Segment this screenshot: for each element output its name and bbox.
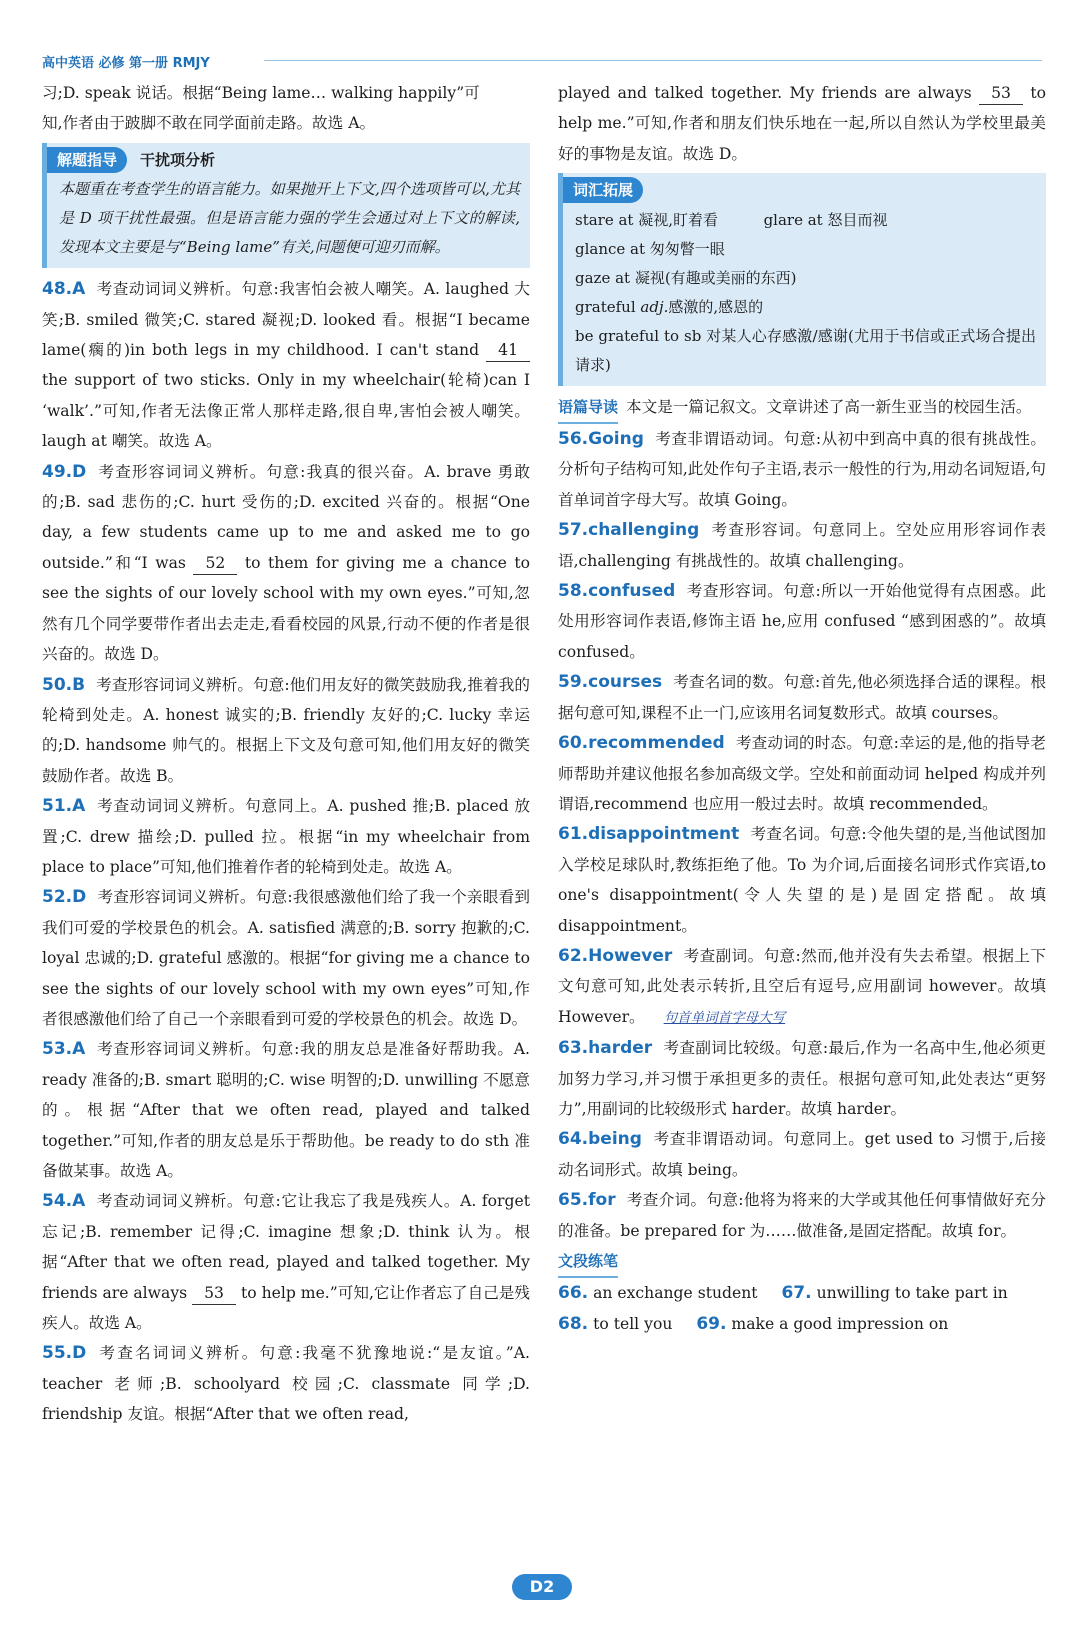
item-answer: However: [588, 945, 673, 966]
item-answer: being: [588, 1129, 642, 1150]
item-number: 48.: [42, 279, 73, 300]
item-answer: A: [72, 1039, 86, 1060]
item-number: 53.: [42, 1039, 73, 1060]
item-number: 49.: [42, 461, 73, 482]
blank-number: 52: [193, 552, 237, 575]
item-number: 50.: [42, 674, 73, 695]
item-answer: A: [72, 1191, 86, 1212]
item-answer: courses: [588, 672, 663, 693]
vocab-entry: stare at 凝视,盯着看: [575, 210, 718, 229]
item-text: 考查动词的时态。句意:幸运的是,他的指导老师帮助并建议他报名参加高级文学。空处和前面动词 helped 构成并列谓语,recommend 也应用一般过去时。故填 recommended。: [558, 734, 1046, 813]
item-number: 55.: [42, 1343, 73, 1364]
answer-item: [42, 791, 530, 882]
page-number: D2: [512, 1574, 572, 1600]
vocab-row: be grateful to sb 对某人心存感激/感谢(尤用于书信或正式场合提出请求): [575, 326, 1036, 374]
vocab-word: grateful: [575, 297, 636, 316]
item-number: 62.: [558, 945, 589, 966]
item-text-cont: the support of two sticks. Only in my wheelchair(轮椅)can I ‘walk’.”可知,作者无法像正常人那样走路,很自卑,害怕会被人嘲笑。laugh at 嘲笑。故选 A。: [42, 371, 530, 451]
vocab-row: [575, 293, 1036, 322]
vocab-entry: glare at 怒目而视: [763, 210, 888, 229]
handwritten-note: 句首单词首字母大写: [663, 1009, 786, 1026]
item-answer: challenging: [588, 520, 700, 541]
item-answer: D: [72, 1343, 87, 1364]
item-answer: D: [72, 887, 87, 908]
item-number: 57.: [558, 520, 589, 541]
item-number: 54.: [42, 1191, 73, 1212]
item-number: 51.: [42, 796, 73, 817]
item-answer: A: [72, 279, 86, 300]
continued-text: [558, 78, 1046, 169]
item-text: 考查副词比较级。句意:最后,作为一名高中生,他必须更加努力学习,并习惯于承担更多的责任。根据句意可知,此处表达“更努力”,用副词的比较级形式 harder。故填 harder。: [558, 1039, 1046, 1118]
item-number: 58.: [558, 581, 589, 602]
item-number: 56.: [558, 429, 589, 450]
intro-line: 习;D. speak 说话。根据“Being lame… walking happily”可: [42, 84, 480, 102]
practice-row: [558, 1278, 1046, 1308]
answer-item: [558, 728, 1046, 819]
item-text: 考查形容词词义辨析。句意:我真的很兴奋。A. brave 勇敢的;B. sad 悲伤的;C. hurt 受伤的;D. excited 兴奋的。根据“One day, a few students came up to me and asked me to go outside.”和“I was: [42, 462, 530, 572]
item-answer: B: [72, 674, 86, 695]
practice-answer: make a good impression on: [731, 1314, 949, 1333]
intro-line: 知,作者由于跛脚不敢在同学面前走路。故选 A。: [42, 114, 376, 133]
cont-text-2: to help me.”可知,作者和朋友们快乐地在一起,所以自然认为学校里最美好的事物是友谊。故选 D。: [558, 84, 1046, 163]
item-text: 考查介词。句意:他将为将来的大学或其他任何事情做好充分的准备。be prepared for 为……做准备,是固定搭配。故填 for。: [558, 1191, 1046, 1240]
item-text: 考查名词词义辨析。句意:我毫不犹豫地说:“是友谊。”A. teacher 老师;B. schoolyard 校园;C. classmate 同学;D. friendship 友谊。根据“After that we often read,: [42, 1344, 530, 1424]
item-number: 63.: [558, 1038, 589, 1059]
answer-item: [42, 670, 530, 792]
item-text: 考查形容词词义辨析。句意:我的朋友总是准备好帮助我。A. ready 准备的;B. smart 聪明的;C. wise 明智的;D. unwilling 不愿意的。根据“After that we often read, played and talked together.”可知,作者的朋友总是乐于帮助他。be ready to do sth 准备做某事。故选 A。: [42, 1040, 530, 1180]
answer-item: [42, 1034, 530, 1186]
answer-item: [558, 667, 1046, 728]
item-number: 65.: [558, 1190, 589, 1211]
item-answer: Going: [588, 429, 644, 450]
vocab-def: 感激的,感恩的: [668, 297, 764, 316]
item-text: 考查名词。句意:令他失望的是,当他试图加入学校足球队时,教练拒绝了他。To 为介词,后面接名词形式作宾语,to one's disappointment(令人失望的是)是固定搭配。故填 disappointment。: [558, 825, 1046, 935]
item-text: 考查非谓语动词。句意同上。get used to 习惯于,后接动名词形式。故填 being。: [558, 1130, 1046, 1179]
guide-text: 本文是一篇记叙文。文章讲述了高一新生亚当的校园生活。: [626, 397, 1032, 416]
vocab-row: [575, 206, 1036, 235]
item-number: 68.: [558, 1313, 589, 1334]
practice-section: [558, 1246, 1046, 1278]
cont-text: played and talked together. My friends are always: [558, 84, 972, 102]
practice-tag: 文段练笔: [558, 1246, 618, 1278]
item-text: 考查形容词。句意同上。空处应用形容词作表语,challenging 有挑战性的。故填 challenging。: [558, 521, 1046, 570]
item-number: 69.: [696, 1313, 727, 1334]
item-number: 59.: [558, 672, 589, 693]
practice-row: [558, 1309, 1046, 1339]
item-answer: recommended: [588, 733, 725, 754]
item-number: 60.: [558, 733, 589, 754]
item-text-cont: to help me.”可知,它让作者忘了自己是残疾人。故选 A。: [42, 1283, 530, 1333]
answer-item: [42, 457, 530, 670]
blank-number: 53: [979, 82, 1023, 105]
passage-guide: [558, 392, 1046, 424]
item-answer: harder: [588, 1038, 653, 1059]
tip-box-subtitle: 干扰项分析: [139, 150, 215, 169]
answer-item: [558, 819, 1046, 941]
item-text: 考查非谓语动词。句意:从初中到高中真的很有挑战性。分析句子结构可知,此处作句子主语,表示一般性的行为,用动名词短语,句首单词首字母大写。故填 Going。: [558, 430, 1046, 509]
answer-item: [558, 941, 1046, 1033]
item-text: 考查动词词义辨析。句意:它让我忘了我是残疾人。A. forget 忘记;B. remember 记得;C. imagine 想象;D. think 认为。根据“After that we often read, played and talked together. My friends are always: [42, 1192, 530, 1302]
vocab-box: [558, 173, 1046, 385]
answer-item: [558, 1124, 1046, 1185]
item-number: 67.: [781, 1283, 812, 1304]
answer-item: [558, 515, 1046, 576]
guide-tag: 语篇导读: [558, 392, 618, 424]
answer-item: [558, 1185, 1046, 1246]
blank-number: 53: [192, 1282, 236, 1305]
answer-item: [42, 274, 530, 456]
item-text-cont: to them for giving me a chance to see the sights of our lovely school with my own eyes.”可知,忽然有几个同学要带作者出去走走,看看校园的风景,行动不便的作者是很兴奋的。故选 D。: [42, 553, 530, 664]
answer-item: [558, 576, 1046, 667]
item-answer: confused: [588, 581, 676, 602]
item-text: 考查动词词义辨析。句意同上。A. pushed 推;B. placed 放置;C. drew 描绘;D. pulled 拉。根据“in my wheelchair from place to place”可知,他们推着作者的轮椅到处走。故选 A。: [42, 797, 530, 876]
header-rule: [264, 60, 1042, 61]
vocab-row: glance at 匆匆瞥一眼: [575, 239, 725, 258]
item-number: 61.: [558, 824, 589, 845]
item-answer: D: [72, 461, 87, 482]
item-text: 考查形容词词义辨析。句意:他们用友好的微笑鼓励我,推着我的轮椅到处走。A. honest 诚实的;B. friendly 友好的;C. lucky 幸运的;D. handsome 帅气的。根据上下文及句意可知,他们用友好的微笑鼓励作者。故选 B。: [42, 675, 530, 785]
item-number: 52.: [42, 887, 73, 908]
item-text: 考查形容词词义辨析。句意:我很感激他们给了我一个亲眼看到我们可爱的学校景色的机会。A. satisfied 满意的;B. sorry 抱歉的;C. loyal 忠诚的;D. grateful 感激的。根据“for giving me a chance to see the sights of our lovely school with my own eyes”可知,作者很感激他们给了自己一个亲眼看到可爱的学校景色的机会。故选 D。: [42, 888, 530, 1028]
vocab-pos: adj.: [640, 297, 669, 316]
item-answer: for: [588, 1190, 616, 1211]
answer-item: [42, 882, 530, 1034]
book-title: 高中英语 必修 第一册 RMJY: [42, 56, 210, 71]
tip-box-text: 本题重在考查学生的语言能力。如果抛开上下文,四个选项皆可以,尤其是 D 项干扰性最强。但是语言能力强的学生会通过对上下文的解读,发现本文主要是与“Being lame”有关,问题便可迎刃而解。: [59, 180, 520, 257]
answer-item: [42, 1186, 530, 1338]
item-answer: disappointment: [588, 824, 740, 845]
answer-item: [558, 1033, 1046, 1124]
vocab-row: gaze at 凝视(有趣或美丽的东西): [575, 268, 797, 287]
left-column: [42, 78, 530, 1430]
item-text: 考查形容词。句意:所以一开始他觉得有点困惑。此处用形容词作表语,修饰主语 he,应用 confused “感到困惑的”。故填 confused。: [558, 582, 1046, 661]
item-number: 66.: [558, 1283, 589, 1304]
practice-answer: to tell you: [593, 1314, 673, 1333]
practice-answer: an exchange student: [593, 1284, 758, 1303]
page-header: [42, 50, 1042, 70]
answer-item: [42, 1338, 530, 1429]
vocab-box-tag: 词汇拓展: [563, 177, 643, 203]
practice-answer: unwilling to take part in: [816, 1284, 1008, 1303]
item-text: 考查名词的数。句意:首先,他必须选择合适的课程。根据句意可知,课程不止一门,应该用名词复数形式。故填 courses。: [558, 673, 1046, 722]
right-column: [558, 78, 1046, 1339]
answer-item: [558, 424, 1046, 515]
item-answer: A: [72, 796, 86, 817]
tip-box: [42, 143, 530, 268]
blank-number: 41: [486, 339, 530, 362]
item-text: 考查动词词义辨析。句意:我害怕会被人嘲笑。A. laughed 大笑;B. smiled 微笑;C. stared 凝视;D. looked 看。根据“I became lame(瘸的)in both legs in my childhood. I can't stand: [42, 280, 530, 360]
tip-box-tag: 解题指导: [47, 147, 127, 173]
item-text: 考查副词。句意:然而,他并没有失去希望。根据上下文句意可知,此处表示转折,且空后有逗号,应用副词 however。故填 However。: [558, 946, 1046, 1026]
item-number: 64.: [558, 1129, 589, 1150]
